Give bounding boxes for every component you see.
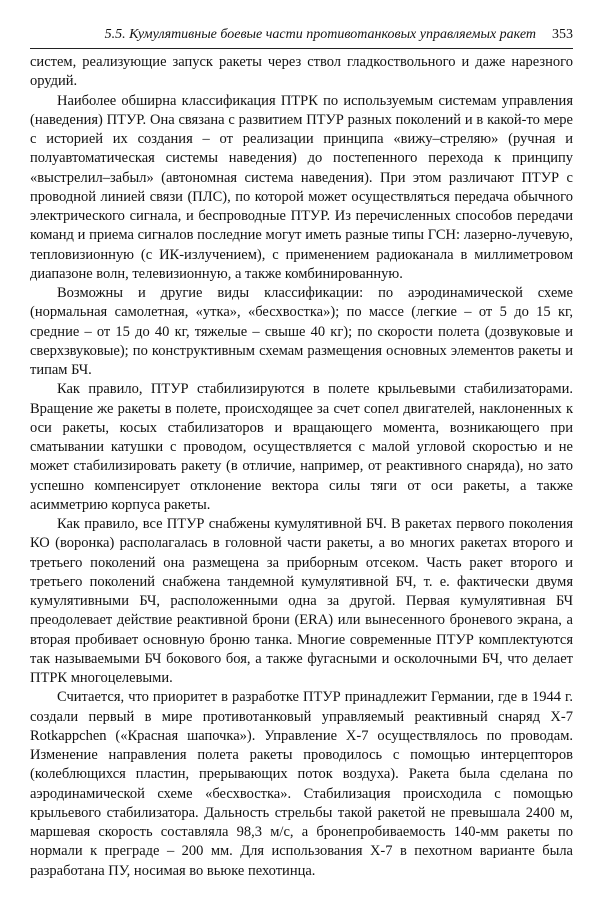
running-header (30, 26, 573, 49)
paragraph-5: Как правило, все ПТУР снабжены кумулятивной БЧ. В ракетах первого поколения КО (воронка) располагалась в головной части ракеты, а во многих ракетах второго и третьего поколений она размещена за приборным отсеком. Часть ракет второго и третьего поколений снабжена тандемной кумулятивной БЧ, т. е. фактически двумя кумулятивными БЧ, расположенными одна за другой. Первая кумулятивная БЧ преодолевает действие реактивной брони (ERA) или вынесенного броневого экрана, а вторая пробивает основную броню танка. Многие современные ПТУР комплектуются так называемыми БЧ бокового боя, а также фугасными и осколочными БЧ, что делает ПТРК многоцелевыми. (30, 516, 573, 686)
paragraph-4: Как правило, ПТУР стабилизируются в полете крыльевыми стабилизаторами. Вращение же ракеты в полете, происходящее за счет сопел двигателей, наклоненных к оси ракеты, косых стабилизаторов и вращающего момента, возникающего при сматывании катушки с проводом, осуществляется с малой угловой скоростью и не может стабилизировать ракету (в отличие, например, от реактивного снаряда), но зато успешно компенсирует отклонение вектора силы тяги от оси ракеты, а также асимметрию корпуса ракеты. (30, 381, 573, 513)
paragraph-6: Считается, что приоритет в разработке ПТУР принадлежит Германии, где в 1944 г. создали первый в мире противотанковый управляемый реактивный снаряд Х-7 Rotkappchen («Красная шапочка»). Управление Х-7 осуществлялось по проводам. Изменение направления полета ракеты проводилось с помощью интерцепторов (колеблющихся пластин, прерывающих поток воздуха). Ракета была сделана по аэродинамической схеме «бесхвостка». Стабилизация происходила с помощью крыльевого стабилизатора. Дальность стрельбы такой ракетой не превышала 2400 м, маршевая скорость составляла 98,3 м/с, а бронепробиваемость 140-мм ракеты по нормали к преграде – 200 мм. Для использования Х-7 в пехотном варианте была разработана ПУ, носимая во вьюке пехотинца. (30, 689, 573, 879)
paragraph-3: Возможны и другие виды классификации: по аэродинамической схеме (нормальная самолетная, «утка», «бесхвостка»); по массе (легкие – от 5 до 15 кг, средние – от 15 до 40 кг, тяжелые – свыше 40 кг); по скорости полета (дозвуковые и сверхзвуковые); по конструктивным схемам размещения основных элементов ракеты и типам БЧ. (30, 285, 573, 378)
book-page (30, 26, 573, 881)
section-title: 5.5. Кумулятивные боевые части противотанковых управляемых ракет (104, 27, 536, 42)
paragraph-2: Наиболее обширна классификация ПТРК по используемым системам управления (наведения) ПТУР. Она связана с развитием ПТУР разных поколений и в какой-то мере с историей их создания – от реализации принципа «вижу–стреляю» (ручная и полуавтоматическая системы наведения) до постепенного перехода к принципу «выстрелил–забыл» (автономная система наведения). При этом различают ПТУР с проводной линией связи (ПЛС), по которой может осуществляться передача обычного электрического сигнала, и беспроводные ПТУР. Из перечисленных способов передачи команд и приема сигналов последние могут иметь разные типы ГСН: лазерно-лучевую, тепловизионную (с ИК-излучением), с применением радиоканала в миллиметровом диапазоне волн, телевизионную, а также комбинированную. (30, 92, 573, 282)
page-number: 353 (552, 27, 573, 42)
body-text (30, 53, 573, 881)
paragraph-1: систем, реализующие запуск ракеты через ствол гладкоствольного и даже нарезного орудий. (30, 54, 573, 90)
